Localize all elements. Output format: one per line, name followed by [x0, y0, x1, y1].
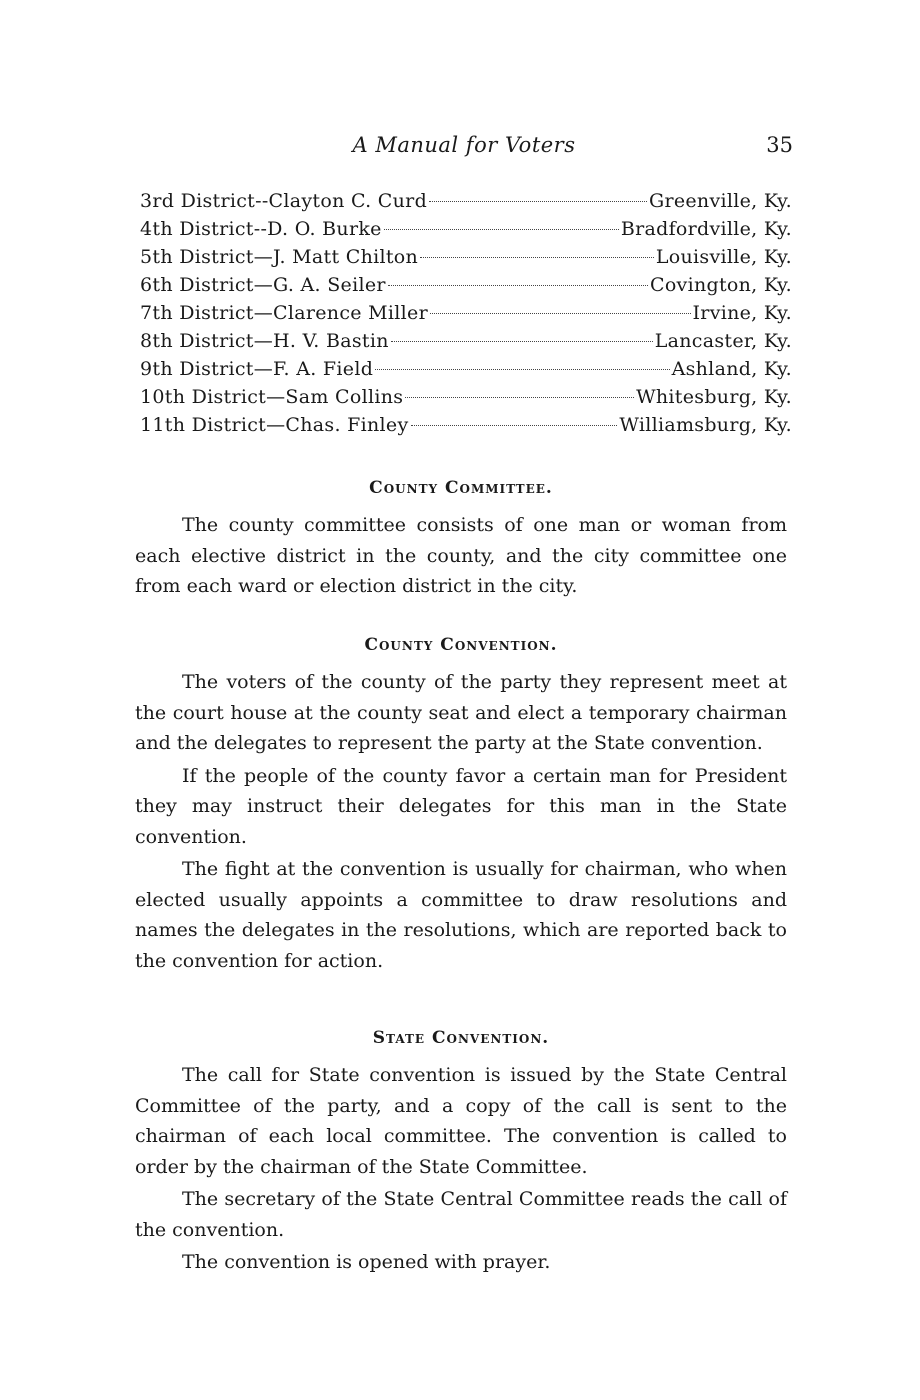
- leader-dots: [405, 397, 634, 398]
- leader-dots: [411, 425, 618, 426]
- section-heading: State Convention.: [372, 1028, 550, 1048]
- paragraph: If the people of the county favor a certain man for President they may instruct their delegates for this man in the State convention.: [135, 764, 787, 848]
- district-name: 10th District—Sam Collins: [140, 386, 404, 408]
- district-row: [140, 246, 792, 274]
- district-city: Ashland, Ky.: [671, 358, 792, 380]
- state-convention-section: [135, 1028, 787, 1278]
- leader-dots: [375, 369, 669, 370]
- section-heading: County Convention.: [364, 635, 558, 655]
- district-row: [140, 330, 792, 358]
- district-row: [140, 190, 792, 218]
- leader-dots: [420, 257, 654, 258]
- page-header: [135, 133, 793, 163]
- district-list: [140, 190, 792, 442]
- leader-dots: [384, 229, 619, 230]
- district-city: Covington, Ky.: [649, 274, 792, 296]
- district-row: [140, 274, 792, 302]
- paragraph: The voters of the county of the party they represent meet at the court house at the county seat and elect a temporary chairman and the delegates to represent the party at the State convention.: [135, 671, 787, 754]
- county-committee-section: [135, 478, 787, 602]
- district-city: Greenville, Ky.: [648, 190, 792, 212]
- district-row: [140, 302, 792, 330]
- paragraph: The call for State convention is issued by the State Central Committee of the party, and a copy of the call is sent to the chairman of each local committee. The convention is called to order by the chairman of the State Committee.: [135, 1064, 787, 1178]
- leader-dots: [429, 201, 647, 202]
- district-row: [140, 218, 792, 246]
- district-name: 3rd District--Clayton C. Curd: [140, 190, 428, 212]
- district-name: 11th District—Chas. Finley: [140, 414, 409, 436]
- district-city: Lancaster, Ky.: [654, 330, 792, 352]
- paragraph: The secretary of the State Central Committee reads the call of the convention.: [135, 1188, 787, 1241]
- district-name: 5th District—J. Matt Chilton: [140, 246, 419, 268]
- paragraph: The convention is opened with prayer.: [182, 1251, 551, 1273]
- district-city: Irvine, Ky.: [692, 302, 792, 324]
- leader-dots: [391, 341, 653, 342]
- district-row: [140, 386, 792, 414]
- district-row: [140, 358, 792, 386]
- district-city: Whitesburg, Ky.: [636, 386, 792, 408]
- district-city: Williamsburg, Ky.: [619, 414, 792, 436]
- district-row: [140, 414, 792, 442]
- district-name: 9th District—F. A. Field: [140, 358, 374, 380]
- district-name: 6th District—G. A. Seiler: [140, 274, 386, 296]
- district-name: 4th District--D. O. Burke: [140, 218, 382, 240]
- district-city: Louisville, Ky.: [655, 246, 792, 268]
- leader-dots: [388, 285, 648, 286]
- section-heading: County Committee.: [369, 478, 553, 498]
- paragraph: The county committee consists of one man or woman from each elective district in the county, and the city committee one from each ward or election district in the city.: [135, 514, 787, 597]
- leader-dots: [430, 313, 691, 314]
- page-number: 35: [766, 133, 793, 157]
- district-name: 7th District—Clarence Miller: [140, 302, 428, 324]
- district-city: Bradfordville, Ky.: [620, 218, 792, 240]
- running-title: A Manual for Voters: [352, 133, 576, 157]
- paragraph: The fight at the convention is usually for chairman, who when elected usually appoints a committee to draw resolutions and names the delegates in the resolutions, which are reported back to the convention for action.: [135, 858, 787, 972]
- district-name: 8th District—H. V. Bastin: [140, 330, 389, 352]
- county-convention-section: [135, 635, 787, 976]
